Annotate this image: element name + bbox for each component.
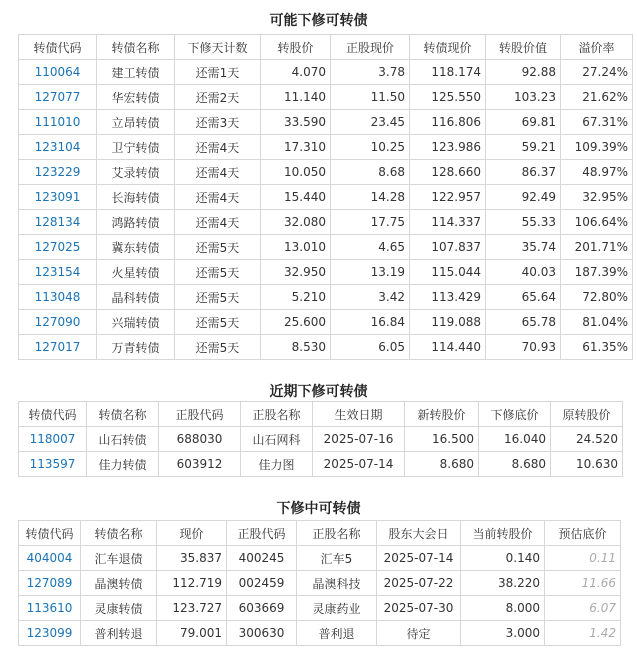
table-cell: 92.88 xyxy=(486,60,561,85)
table-cell: 116.806 xyxy=(410,110,486,135)
table-row xyxy=(19,185,633,210)
table-row xyxy=(19,452,623,477)
table-cell: 201.71% xyxy=(561,235,633,260)
table-row xyxy=(19,285,633,310)
table-row xyxy=(19,60,633,85)
bond-code-link[interactable]: 127077 xyxy=(34,90,81,104)
table-cell: 11.50 xyxy=(331,85,410,110)
column-header: 正股名称 xyxy=(241,402,313,427)
table-header-row xyxy=(19,402,623,427)
table-cell: 40.03 xyxy=(486,260,561,285)
table-cell: 0.140 xyxy=(461,546,545,571)
table-cell: 11.66 xyxy=(545,571,621,596)
table-cell: 2025-07-30 xyxy=(377,596,461,621)
column-header: 转债名称 xyxy=(97,35,175,60)
table-cell: 还需5天 xyxy=(175,260,261,285)
table-cell: 山石网科 xyxy=(241,427,313,452)
table-cell: 15.440 xyxy=(261,185,331,210)
table-cell: 67.31% xyxy=(561,110,633,135)
table-cell: 8.680 xyxy=(405,452,479,477)
column-header: 下修底价 xyxy=(479,402,551,427)
table-cell: 002459 xyxy=(227,571,297,596)
table-cell: 长海转债 xyxy=(97,185,175,210)
table-cell xyxy=(19,260,97,285)
table-row xyxy=(19,427,623,452)
table-cell: 汇车5 xyxy=(297,546,377,571)
table-cell: 还需4天 xyxy=(175,160,261,185)
table-cell: 华宏转债 xyxy=(97,85,175,110)
bond-code-link[interactable]: 404004 xyxy=(26,551,73,565)
table-cell: 0.11 xyxy=(545,546,621,571)
table-cell xyxy=(19,185,97,210)
bond-code-link[interactable]: 113610 xyxy=(26,601,73,615)
table-cell: 61.35% xyxy=(561,335,633,360)
table-cell: 还需4天 xyxy=(175,135,261,160)
bond-code-link[interactable]: 111010 xyxy=(34,115,81,129)
column-header: 转债代码 xyxy=(19,35,97,60)
table-cell: 2025-07-22 xyxy=(377,571,461,596)
table-cell: 128.660 xyxy=(410,160,486,185)
table-cell: 6.07 xyxy=(545,596,621,621)
table-cell: 27.24% xyxy=(561,60,633,85)
table-cell: 还需1天 xyxy=(175,60,261,85)
table-cell: 113.429 xyxy=(410,285,486,310)
table-cell: 35.74 xyxy=(486,235,561,260)
table-cell: 晶澳转债 xyxy=(81,571,157,596)
table-cell: 2025-07-14 xyxy=(377,546,461,571)
column-header: 股东大会日 xyxy=(377,521,461,546)
table-cell: 艾录转债 xyxy=(97,160,175,185)
table-cell: 32.950 xyxy=(261,260,331,285)
table-cell: 118.174 xyxy=(410,60,486,85)
table-cell: 79.001 xyxy=(157,621,227,646)
table-row xyxy=(19,135,633,160)
table-cell: 火星转债 xyxy=(97,260,175,285)
table-cell: 山石转债 xyxy=(87,427,159,452)
table-cell: 72.80% xyxy=(561,285,633,310)
table-cell: 14.28 xyxy=(331,185,410,210)
table-cell: 兴瑞转债 xyxy=(97,310,175,335)
table-cell: 待定 xyxy=(377,621,461,646)
table-cell: 688030 xyxy=(159,427,241,452)
table-cell: 65.78 xyxy=(486,310,561,335)
table-cell xyxy=(19,160,97,185)
table-cell: 300630 xyxy=(227,621,297,646)
table-cell: 建工转债 xyxy=(97,60,175,85)
column-header: 下修天计数 xyxy=(175,35,261,60)
table-cell: 还需5天 xyxy=(175,310,261,335)
bond-code-link[interactable]: 123091 xyxy=(34,190,81,204)
table-cell: 23.45 xyxy=(331,110,410,135)
table-cell: 59.21 xyxy=(486,135,561,160)
table-cell: 21.62% xyxy=(561,85,633,110)
table-cell: 汇车退债 xyxy=(81,546,157,571)
table-cell: 70.93 xyxy=(486,335,561,360)
table-row xyxy=(19,335,633,360)
table-cell: 10.050 xyxy=(261,160,331,185)
table-cell: 114.337 xyxy=(410,210,486,235)
bond-code-link[interactable]: 127025 xyxy=(34,240,81,254)
table-cell: 普利转退 xyxy=(81,621,157,646)
table-cell: 3.42 xyxy=(331,285,410,310)
table-cell: 10.630 xyxy=(551,452,623,477)
table-cell: 187.39% xyxy=(561,260,633,285)
table-cell: 122.957 xyxy=(410,185,486,210)
bond-code-link[interactable]: 128134 xyxy=(34,215,81,229)
bond-code-link[interactable]: 127089 xyxy=(26,576,73,590)
column-header: 正股名称 xyxy=(297,521,377,546)
table-cell: 还需5天 xyxy=(175,335,261,360)
bond-code-link[interactable]: 110064 xyxy=(34,65,81,79)
table-cell: 123.986 xyxy=(410,135,486,160)
column-header: 预估底价 xyxy=(545,521,621,546)
table-cell: 灵康转债 xyxy=(81,596,157,621)
table-cell: 灵康药业 xyxy=(297,596,377,621)
table-cell xyxy=(19,310,97,335)
table-cell: 冀东转债 xyxy=(97,235,175,260)
table-cell: 3.000 xyxy=(461,621,545,646)
table-row xyxy=(19,260,633,285)
table-row xyxy=(19,621,621,646)
table-cell: 10.25 xyxy=(331,135,410,160)
table-cell: 4.070 xyxy=(261,60,331,85)
table-cell: 17.75 xyxy=(331,210,410,235)
table-cell xyxy=(19,210,97,235)
section-title-in-revision: 下修中可转债 xyxy=(276,501,361,517)
table-cell xyxy=(19,285,97,310)
table-cell xyxy=(19,135,97,160)
table-cell: 603912 xyxy=(159,452,241,477)
column-header: 原转股价 xyxy=(551,402,623,427)
table-cell: 还需2天 xyxy=(175,85,261,110)
table-cell xyxy=(19,571,81,596)
table-cell: 106.64% xyxy=(561,210,633,235)
table-cell: 123.727 xyxy=(157,596,227,621)
table-cell: 16.84 xyxy=(331,310,410,335)
table-cell: 11.140 xyxy=(261,85,331,110)
table-cell xyxy=(19,110,97,135)
table-cell: 119.088 xyxy=(410,310,486,335)
section-title-possible-downward-revision: 可能下修可转债 xyxy=(269,13,368,29)
bond-code-link[interactable]: 118007 xyxy=(29,432,76,446)
table-cell: 普利退 xyxy=(297,621,377,646)
table-cell: 86.37 xyxy=(486,160,561,185)
table-cell: 立昂转债 xyxy=(97,110,175,135)
table-cell xyxy=(19,546,81,571)
table-cell xyxy=(19,621,81,646)
possible-revision-table xyxy=(18,34,633,360)
bond-code-link[interactable]: 123099 xyxy=(26,626,73,640)
table-cell: 卫宁转债 xyxy=(97,135,175,160)
table-cell: 107.837 xyxy=(410,235,486,260)
table-cell: 2025-07-14 xyxy=(313,452,405,477)
bond-code-link[interactable]: 113597 xyxy=(29,457,76,471)
table-cell: 25.600 xyxy=(261,310,331,335)
table-cell: 1.42 xyxy=(545,621,621,646)
table-cell: 13.010 xyxy=(261,235,331,260)
bond-code-link[interactable]: 127090 xyxy=(34,315,81,329)
column-header: 转股价 xyxy=(261,35,331,60)
table-cell: 还需3天 xyxy=(175,110,261,135)
table-cell: 17.310 xyxy=(261,135,331,160)
table-header-row xyxy=(19,521,621,546)
table-row xyxy=(19,85,633,110)
column-header: 转债代码 xyxy=(19,402,87,427)
bond-code-link[interactable]: 127017 xyxy=(34,340,81,354)
table-header-row xyxy=(19,35,633,60)
table-cell: 8.68 xyxy=(331,160,410,185)
table-cell: 24.520 xyxy=(551,427,623,452)
table-cell: 400245 xyxy=(227,546,297,571)
column-header: 溢价率 xyxy=(561,35,633,60)
bond-code-link[interactable]: 113048 xyxy=(34,290,81,304)
table-cell: 32.080 xyxy=(261,210,331,235)
column-header: 新转股价 xyxy=(405,402,479,427)
column-header: 正股代码 xyxy=(227,521,297,546)
table-cell: 115.044 xyxy=(410,260,486,285)
bond-code-link[interactable]: 123154 xyxy=(34,265,81,279)
in-revision-table xyxy=(18,520,621,646)
table-row xyxy=(19,110,633,135)
table-cell: 佳力图 xyxy=(241,452,313,477)
table-cell: 佳力转债 xyxy=(87,452,159,477)
table-cell: 109.39% xyxy=(561,135,633,160)
column-header: 正股代码 xyxy=(159,402,241,427)
table-cell: 还需4天 xyxy=(175,210,261,235)
bond-code-link[interactable]: 123104 xyxy=(34,140,81,154)
table-cell: 6.05 xyxy=(331,335,410,360)
table-row xyxy=(19,310,633,335)
table-cell xyxy=(19,596,81,621)
table-cell: 603669 xyxy=(227,596,297,621)
table-row xyxy=(19,235,633,260)
table-cell: 5.210 xyxy=(261,285,331,310)
table-cell: 48.97% xyxy=(561,160,633,185)
table-cell: 92.49 xyxy=(486,185,561,210)
recent-revision-table xyxy=(18,401,623,477)
column-header: 当前转股价 xyxy=(461,521,545,546)
table-cell xyxy=(19,452,87,477)
table-cell: 8.530 xyxy=(261,335,331,360)
bond-code-link[interactable]: 123229 xyxy=(34,165,81,179)
table-cell: 2025-07-16 xyxy=(313,427,405,452)
table-cell xyxy=(19,427,87,452)
table-cell: 35.837 xyxy=(157,546,227,571)
column-header: 转债代码 xyxy=(19,521,81,546)
table-cell: 还需5天 xyxy=(175,235,261,260)
table-cell: 32.95% xyxy=(561,185,633,210)
table-row xyxy=(19,571,621,596)
table-cell: 55.33 xyxy=(486,210,561,235)
table-cell: 125.550 xyxy=(410,85,486,110)
table-cell: 81.04% xyxy=(561,310,633,335)
column-header: 生效日期 xyxy=(313,402,405,427)
table-cell: 8.000 xyxy=(461,596,545,621)
table-cell: 还需5天 xyxy=(175,285,261,310)
column-header: 转股价值 xyxy=(486,35,561,60)
table-cell: 38.220 xyxy=(461,571,545,596)
section-title-recent-downward-revision: 近期下修可转债 xyxy=(269,384,368,400)
table-cell xyxy=(19,60,97,85)
column-header: 转债名称 xyxy=(87,402,159,427)
table-cell: 103.23 xyxy=(486,85,561,110)
table-cell: 13.19 xyxy=(331,260,410,285)
table-cell: 3.78 xyxy=(331,60,410,85)
table-cell: 16.500 xyxy=(405,427,479,452)
table-cell: 4.65 xyxy=(331,235,410,260)
column-header: 转债现价 xyxy=(410,35,486,60)
table-cell: 鸿路转债 xyxy=(97,210,175,235)
table-cell: 晶科转债 xyxy=(97,285,175,310)
table-row xyxy=(19,546,621,571)
table-cell xyxy=(19,85,97,110)
table-cell: 112.719 xyxy=(157,571,227,596)
table-row xyxy=(19,210,633,235)
table-cell: 65.64 xyxy=(486,285,561,310)
table-cell: 晶澳科技 xyxy=(297,571,377,596)
table-cell xyxy=(19,235,97,260)
column-header: 正股现价 xyxy=(331,35,410,60)
column-header: 转债名称 xyxy=(81,521,157,546)
table-row xyxy=(19,596,621,621)
table-cell: 万青转债 xyxy=(97,335,175,360)
table-cell: 还需4天 xyxy=(175,185,261,210)
table-cell: 114.440 xyxy=(410,335,486,360)
table-cell: 8.680 xyxy=(479,452,551,477)
table-row xyxy=(19,160,633,185)
table-cell xyxy=(19,335,97,360)
table-cell: 33.590 xyxy=(261,110,331,135)
table-cell: 69.81 xyxy=(486,110,561,135)
table-cell: 16.040 xyxy=(479,427,551,452)
column-header: 现价 xyxy=(157,521,227,546)
